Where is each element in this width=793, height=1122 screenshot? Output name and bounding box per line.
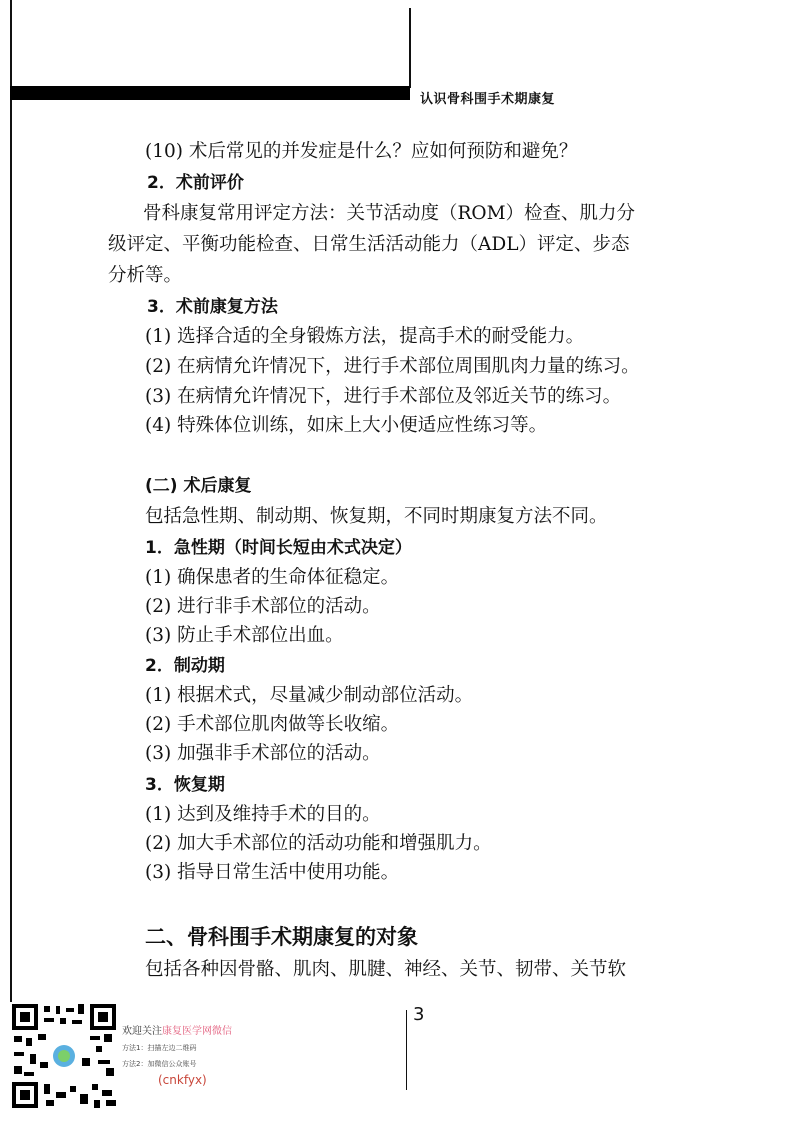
- paragraph-eval-line-1: 骨科康复常用评定方法：关节活动度（ROM）检查、肌力分: [143, 203, 636, 224]
- paragraph-postop-phases: 包括急性期、制动期、恢复期，不同时期康复方法不同。: [145, 506, 608, 527]
- qr-code-icon[interactable]: [10, 1002, 118, 1110]
- promo-method-2: 方法2：加微信公众账号: [122, 1060, 197, 1068]
- footer-vertical-rule: [406, 1010, 407, 1090]
- promo-account: (cnkfyx): [158, 1073, 207, 1087]
- paragraph-eval-line-2: 级评定、平衡功能检查、日常生活活动能力（ADL）评定、步态: [108, 234, 630, 255]
- page-left-rule: [10, 0, 12, 1002]
- heading-preop-evaluation: 2．术前评价: [147, 173, 244, 193]
- preop-method-3: (3) 在病情允许情况下，进行手术部位及邻近关节的练习。: [145, 386, 622, 407]
- promo-welcome-prefix: 欢迎关注: [122, 1026, 162, 1037]
- promo-welcome-highlight: 康复医学网微信: [162, 1026, 232, 1037]
- header-vertical-rule: [409, 8, 411, 88]
- question-10: (10) 术后常见的并发症是什么？应如何预防和避免？: [145, 141, 578, 162]
- acute-item-1: (1) 确保患者的生命体征稳定。: [145, 567, 400, 588]
- immobilization-item-2: (2) 手术部位肌肉做等长收缩。: [145, 714, 400, 735]
- preop-method-4: (4) 特殊体位训练，如床上大小便适应性练习等。: [145, 415, 548, 436]
- heading-acute-phase: 1．急性期（时间长短由术式决定）: [145, 538, 412, 558]
- paragraph-eval-line-3: 分析等。: [108, 265, 183, 286]
- section-heading-rehab-targets: 二、骨科围手术期康复的对象: [145, 925, 418, 949]
- promo-method-1: 方法1：扫描左边二维码: [122, 1044, 197, 1052]
- recovery-item-2: (2) 加大手术部位的活动功能和增强肌力。: [145, 833, 492, 854]
- recovery-item-1: (1) 达到及维持手术的目的。: [145, 804, 381, 825]
- preop-method-2: (2) 在病情允许情况下，进行手术部位周围肌肉力量的练习。: [145, 356, 640, 377]
- immobilization-item-1: (1) 根据术式，尽量减少制动部位活动。: [145, 685, 474, 706]
- heading-postop-rehab: (二) 术后康复: [145, 476, 252, 496]
- heading-preop-rehab-methods: 3．术前康复方法: [147, 297, 278, 317]
- immobilization-item-3: (3) 加强非手术部位的活动。: [145, 743, 381, 764]
- page-number: 3: [413, 1004, 425, 1025]
- recovery-item-3: (3) 指导日常生活中使用功能。: [145, 862, 400, 883]
- paragraph-rehab-targets: 包括各种因骨骼、肌肉、肌腱、神经、关节、韧带、关节软: [145, 959, 627, 980]
- preop-method-1: (1) 选择合适的全身锻炼方法，提高手术的耐受能力。: [145, 326, 585, 347]
- running-header-title: 认识骨科围手术期康复: [420, 92, 556, 107]
- acute-item-3: (3) 防止手术部位出血。: [145, 625, 344, 646]
- heading-recovery-phase: 3．恢复期: [145, 775, 225, 795]
- wechat-promo: [122, 1022, 232, 1087]
- heading-immobilization-phase: 2．制动期: [145, 656, 225, 676]
- acute-item-2: (2) 进行非手术部位的活动。: [145, 596, 381, 617]
- header-bar: [10, 86, 410, 100]
- promo-welcome-line: [122, 1022, 232, 1037]
